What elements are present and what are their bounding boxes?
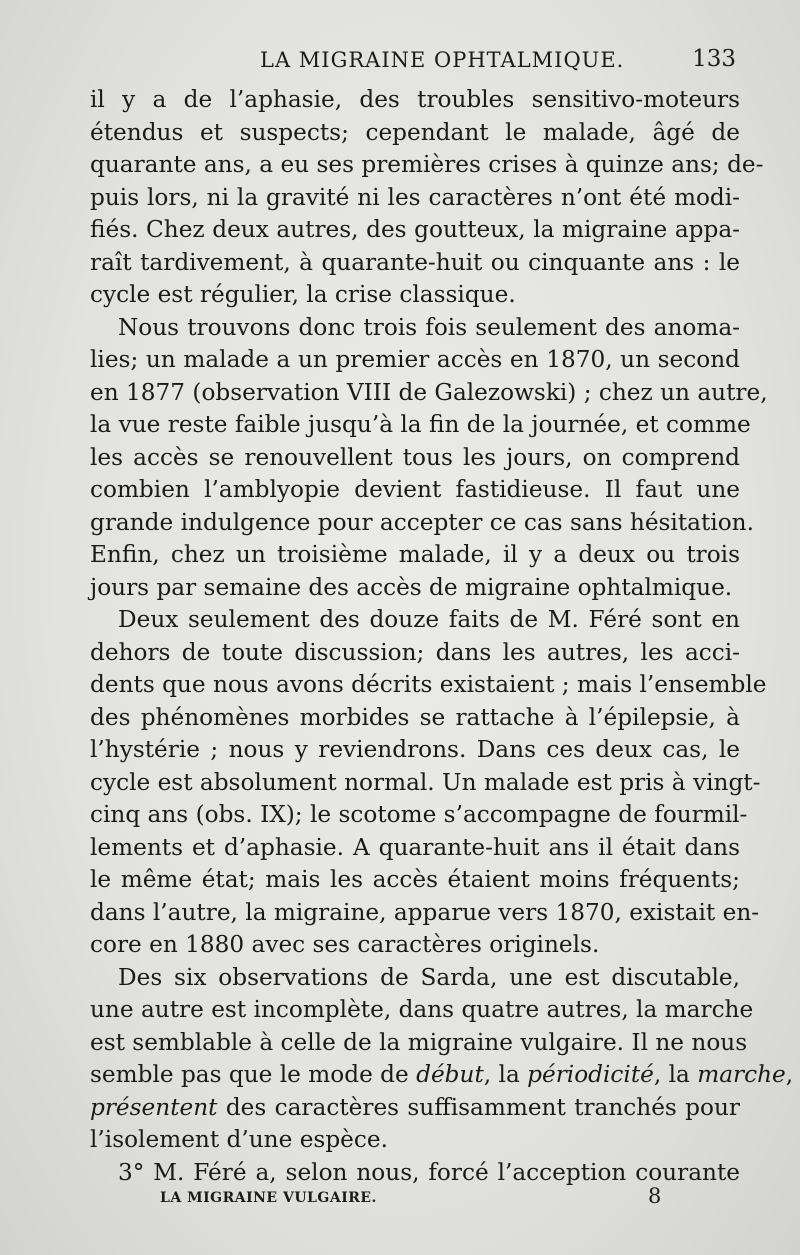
page-number: 133 [692, 46, 736, 72]
text-line: lies; un malade a un premier accès en 1870, un second [90, 346, 740, 373]
italic-term: présentent [90, 1093, 218, 1121]
paragraph-1 [90, 84, 764, 312]
text-line-mixed [90, 1059, 794, 1092]
text-line: le même état; mais les accès étaient moins fréquents; [90, 866, 740, 893]
text-run: , [785, 1061, 794, 1088]
italic-term: début [416, 1061, 484, 1088]
page-footer [90, 1182, 740, 1212]
text-line-mixed [90, 1092, 740, 1125]
text-line: Des six observations de Sarda, une est discutable, [118, 963, 740, 991]
text-line: cycle est absolument normal. Un malade est pris à vingt- [90, 768, 761, 796]
italic-term: marche [697, 1061, 786, 1088]
text-line: cinq ans (obs. IX); le scotome s’accompagne de fourmil- [90, 801, 748, 828]
text-line: 3° M. Féré a, selon nous, forcé l’acception courante [118, 1158, 740, 1186]
text-line: cycle est régulier, la crise classique. [90, 281, 516, 308]
paragraph-3 [90, 604, 767, 962]
paragraph-2 [90, 312, 768, 605]
text-run: , la [653, 1061, 698, 1088]
text-line: Nous trouvons donc trois fois seulement des anoma- [118, 313, 740, 341]
italic-term: périodicité [527, 1061, 654, 1088]
text-line: quarante ans, a eu ses premières crises à quinze ans; de- [90, 151, 764, 178]
sheet-number: 8 [648, 1184, 662, 1208]
text-run: , la [483, 1061, 528, 1088]
text-line: core en 1880 avec ses caractères originels. [90, 931, 600, 958]
text-line: jours par semaine des accès de migraine ophtalmique. [90, 573, 733, 601]
text-line: puis lors, ni la gravité ni les caractères n’ont été modi- [90, 183, 740, 211]
text-line: Deux seulement des douze faits de M. Féré sont en [118, 606, 740, 633]
text-run: semble pas que le mode de [90, 1061, 417, 1088]
text-line: les accès se renouvellent tous les jours, on comprend [90, 443, 740, 471]
text-line: des phénomènes morbides se rattache à l’épilepsie, à [90, 703, 740, 731]
text-line: grande indulgence pour accepter ce cas sans hésitation. [90, 508, 754, 536]
text-line: raît tardivement, à quarante-huit ou cinquante ans : le [90, 248, 740, 276]
text-line: dans l’autre, la migraine, apparue vers 1870, existait en- [90, 898, 760, 926]
body-text [90, 84, 794, 1189]
text-line: est semblable à celle de la migraine vulgaire. Il ne nous [90, 1028, 748, 1056]
text-line: fiés. Chez deux autres, des goutteux, la migraine appa- [90, 216, 740, 243]
text-line: étendus et suspects; cependant le malade, âgé de [90, 118, 740, 146]
text-line: une autre est incomplète, dans quatre autres, la marche [90, 996, 754, 1023]
text-run: des caractères suffisamment tranchés pour [217, 1093, 740, 1121]
paragraph-4 [90, 962, 794, 1157]
text-line: combien l’amblyopie devient fastidieuse. Il faut une [90, 476, 740, 503]
text-line: lements et d’aphasie. A quarante-huit ans il était dans [90, 833, 740, 861]
page-header [90, 44, 740, 78]
text-line: il y a de l’aphasie, des troubles sensitivo-moteurs [90, 86, 740, 113]
text-line: l’hystérie ; nous y reviendrons. Dans ces deux cas, le [90, 736, 740, 763]
text-line: l’isolement d’une espèce. [90, 1126, 388, 1153]
text-line: en 1877 (observation VIII de Galezowski) ; chez un autre, [90, 378, 768, 406]
text-line: la vue reste faible jusqu’à la fin de la journée, et comme [90, 411, 751, 438]
text-line: Enfin, chez un troisième malade, il y a deux ou trois [90, 541, 740, 568]
running-title: LA MIGRAINE OPHTALMIQUE. [260, 48, 625, 72]
text-line: dehors de toute discussion; dans les autres, les acci- [90, 638, 740, 666]
text-line: dents que nous avons décrits existaient ; mais l’ensemble [90, 671, 767, 698]
signature-mark: LA MIGRAINE VULGAIRE. [160, 1190, 377, 1206]
